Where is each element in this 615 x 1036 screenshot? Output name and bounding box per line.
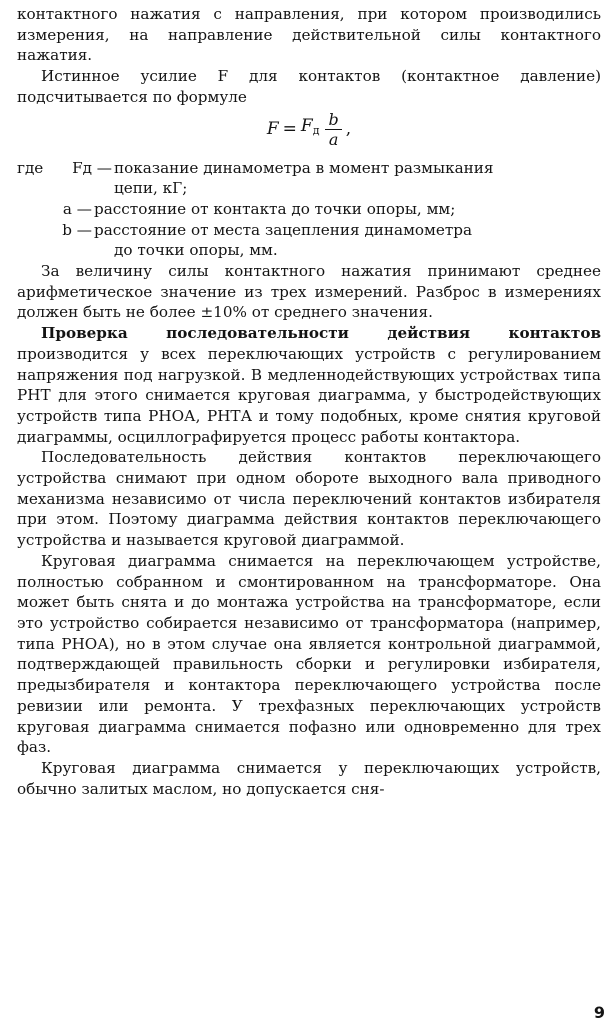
formula-f: F <box>300 116 313 137</box>
definition-text: показание динамометра в момент размыкания <box>114 158 494 177</box>
paragraph-oil-filled: Круговая диаграмма снимается у переключающих устройств, обычно залитых маслом, но допускается сня- <box>17 758 601 798</box>
definition-symbol: a — <box>62 199 92 218</box>
where-word: где <box>17 158 44 177</box>
formula-subscript: д <box>312 124 320 138</box>
paragraph-average: За величину силы контактного нажатия принимают среднее арифметическое значение из трех измерений. Разброс в измерениях должен быть не более ±10% от среднего значения. <box>17 262 601 322</box>
definition-text: расстояние от контакта до точки опоры, мм; <box>94 199 456 218</box>
formula <box>17 110 601 154</box>
paragraph-sequence-check <box>17 323 601 447</box>
definition-fd <box>17 158 601 179</box>
paragraph-true-force: Истинное усилие F для контактов (контактное давление) подсчитывается по формуле <box>17 67 601 106</box>
paragraph-sequence-body: производится у всех переключающих устройств с регулированием напряжения под нагрузкой. В медленнодействующих устройствах типа РНТ для этого снимается круговая диаграмма, у быстродействующих устройств типа РНОА, РНТА и тому подобных, кроме снятия круговой диаграммы, осциллографируется процесс работы контактора. <box>17 344 601 446</box>
formula-denominator: a <box>328 129 339 149</box>
paragraph-sequence-removal: Последовательность действия контактов переключающего устройства снимают при одном обороте выходного вала приводного механизма независимо от числа переключений контактов избирателя при этом. Поэтому диаграмма действия контактов переключающего устройства и называется круговой диаграммой. <box>17 448 601 550</box>
section-heading-inline: Проверка последовательности действия контактов <box>41 324 601 343</box>
definition-b <box>17 220 601 241</box>
definition-a <box>17 199 601 220</box>
formula-tail: , <box>345 118 352 139</box>
definition-symbol: b — <box>62 220 92 239</box>
formula-fraction <box>325 110 341 149</box>
formula-numerator: b <box>325 110 341 130</box>
definition-b-continuation: до точки опоры, мм. <box>114 241 278 260</box>
formula-lhs: F <box>266 118 279 139</box>
formula-equals: = <box>282 118 297 139</box>
page-number: 9 <box>593 1003 605 1023</box>
paragraph-continuation: контактного нажатия с направления, при котором производились измерения, на направление действительной силы контактного нажатия. <box>17 5 601 65</box>
definition-symbol: Fд — <box>72 158 112 177</box>
definition-text: расстояние от места зацепления динамометра <box>94 220 473 239</box>
definition-fd-continuation: цепи, кГ; <box>114 179 188 198</box>
paragraph-circular-diagram: Круговая диаграмма снимается на переключающем устройстве, полностью собранном и смонтированном на трансформаторе. Она может быть снята и до монтажа устройства на трансформаторе, если это устройство собирается независимо от трансформатора (например, типа РНОА), но в этом случае она является контрольной диаграммой, подтверждающей правильность сборки и регулировки избирателя, предызбирателя и контактора переключающего устройства после ревизии или ремонта. У трехфазных переключающих устройств круговая диаграмма снимается пофазно или одновременно для трех фаз. <box>17 551 601 757</box>
variable-definitions <box>17 158 601 262</box>
